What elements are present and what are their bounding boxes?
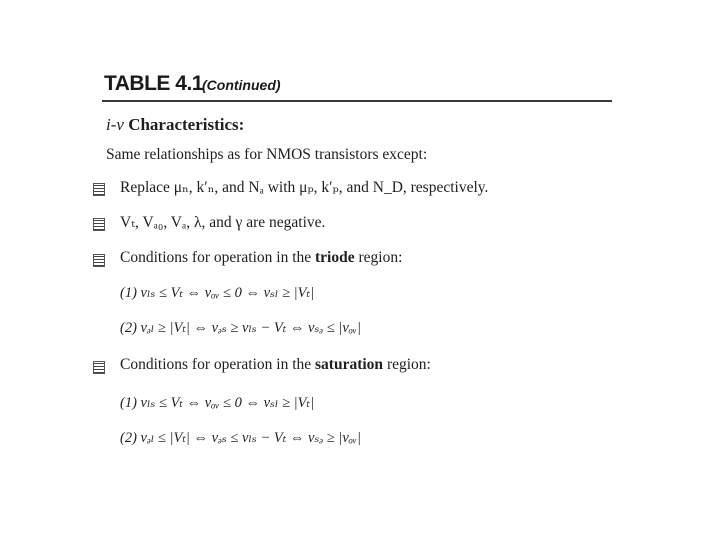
bullet-1-text: Replace μₙ, k′ₙ, and Nₐ with μₚ, k′ₚ, and N_D, respectively.: [120, 179, 489, 196]
bullet-4-emphasis: saturation: [315, 356, 384, 373]
triode-condition-2: (2) vₔₗ ≥ |Vₜ| ⇔ vₔₛ ≥ vₗₛ − Vₜ ⇔ vₛₔ ≤ |vₒᵥ|: [120, 320, 361, 336]
bullet-4-before: Conditions for operation in the: [120, 356, 316, 373]
bullet-3-text: [120, 249, 402, 267]
intro-text: Same relationships as for NMOS transistors except:: [106, 146, 428, 163]
bullet-4-icon: [93, 361, 105, 374]
heading-iv: i-v: [106, 115, 124, 134]
bullet-3-before: Conditions for operation in the: [120, 249, 316, 266]
bullet-2-text: Vₜ, Vₐ₀, Vₐ, λ, and γ are negative.: [120, 214, 326, 231]
heading-characteristics: Characteristics:: [123, 115, 245, 134]
bullet-3-emphasis: triode: [315, 249, 355, 266]
bullet-4-after: region:: [383, 356, 431, 373]
bullet-3-after: region:: [354, 249, 403, 266]
table-title: TABLE 4.1: [104, 72, 203, 95]
bullet-1-icon: [93, 183, 105, 196]
title-rule: [102, 100, 612, 102]
section-heading: [106, 115, 244, 135]
saturation-condition-1: (1) vₗₛ ≤ Vₜ ⇔ vₒᵥ ≤ 0 ⇔ vₛₗ ≥ |Vₜ|: [120, 395, 315, 411]
bullet-2-icon: [93, 218, 105, 231]
table-subtitle: (Continued): [202, 77, 281, 93]
saturation-condition-2: (2) vₔₗ ≤ |Vₜ| ⇔ vₔₛ ≤ vₗₛ − Vₜ ⇔ vₛₔ ≥ |vₒᵥ|: [120, 430, 361, 446]
bullet-4-text: [120, 356, 431, 374]
bullet-3-icon: [93, 254, 105, 267]
triode-condition-1: (1) vₗₛ ≤ Vₜ ⇔ vₒᵥ ≤ 0 ⇔ vₛₗ ≥ |Vₜ|: [120, 285, 315, 301]
